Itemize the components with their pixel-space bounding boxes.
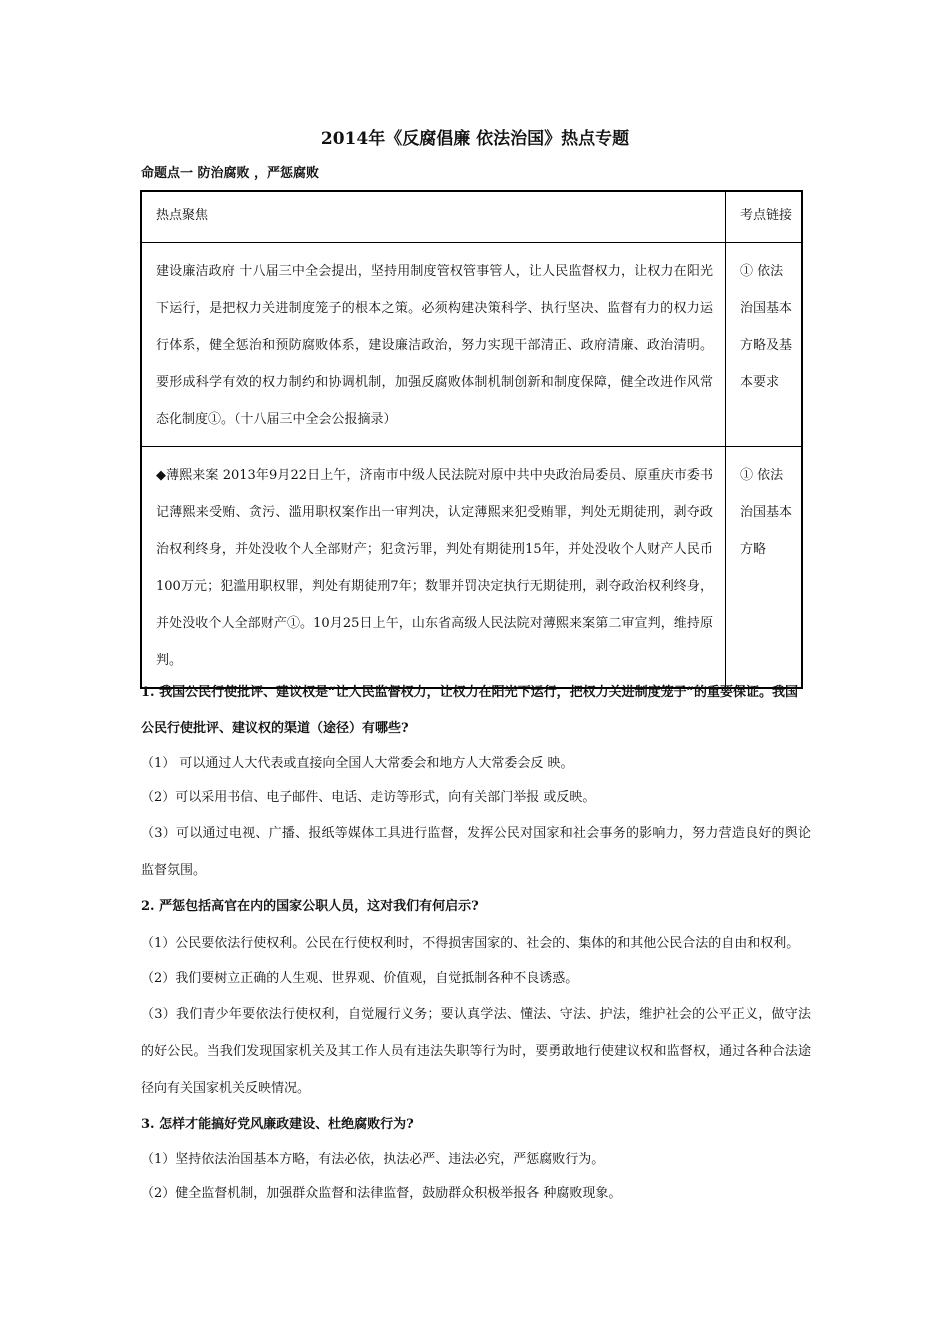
focus-cell	[141, 447, 726, 689]
table-row	[141, 447, 802, 689]
link-text: ① 依法治国基本方略及基本要求	[740, 264, 793, 390]
focus-cell	[141, 243, 726, 447]
header-focus: 热点聚焦	[141, 191, 726, 243]
answer-paragraph: （3）可以通过电视、广播、报纸等媒体工具进行监督，发挥公民对国家和社会事务的影响力，努力营造良好的舆论监督氛围。	[141, 826, 811, 878]
page-title: 2014年《反腐倡廉 依法治国》热点专题	[320, 129, 630, 149]
answer-paragraph: （2）健全监督机制，加强群众监督和法律监督，鼓励群众积极举报各 种腐败现象。	[141, 1186, 622, 1201]
table-header-row	[141, 191, 802, 243]
question-section	[141, 675, 811, 1211]
link-cell	[726, 243, 803, 447]
link-cell	[726, 447, 803, 689]
link-text: ① 依法治国基本方略	[740, 468, 793, 557]
section-heading: 命题点一 防治腐败 ，严惩腐败	[141, 166, 320, 181]
hot-topic-table	[140, 190, 803, 689]
answer-paragraph: （1）公民要依法行使权利。公民在行使权利时，不得损害国家的、社会的、集体的和其他公民合法的自由和权利。	[141, 936, 800, 951]
answer-paragraph: （3）我们青少年要依法行使权利，自觉履行义务；要认真学法、懂法、守法、护法，维护社会的公平正义，做守法的好公民。当我们发现国家机关及其工作人员有违法失职等行为时，要勇敢地行使建议权和监督权，通过各种合法途径向有关国家机关反映情况。	[141, 1007, 811, 1096]
question-3: 3. 怎样才能搞好党风廉政建设、杜绝腐败行为?	[141, 1117, 414, 1132]
answer-paragraph: （2）我们要树立正确的人生观、世界观、价值观，自觉抵制各种不良诱惑。	[141, 971, 579, 986]
focus-text: 建设廉洁政府 十八届三中全会提出，坚持用制度管权管事管人，让人民监督权力，让权力在阳光下运行，是把权力关进制度笼子的根本之策。必须构建决策科学、执行坚决、监督有力的权力运行体系，健全惩治和预防腐败体系，建设廉洁政治，努力实现干部清正、政府清廉、政治清明。要形成科学有效的权力制约和协调机制，加强反腐败体制机制创新和制度保障，健全改进作风常态化制度①。（十八届三中全会公报摘录）	[156, 264, 713, 427]
table-row	[141, 243, 802, 447]
question-1: 1. 我国公民行使批评、建议权是“让人民监督权力，让权力在阳光下运行，把权力关进制度笼子”的重要保证。我国公民行使批评、建议权的渠道（途径）有哪些?	[141, 685, 799, 736]
answer-paragraph: （1）坚持依法治国基本方略，有法必依，执法必严、违法必究，严惩腐败行为。	[141, 1152, 605, 1167]
focus-text: ◆薄熙来案 2013年9月22日上午，济南市中级人民法院对原中共中央政治局委员、原重庆市委书记薄熙来受贿、贪污、滥用职权案作出一审判决，认定薄熙来犯受贿罪，判处无期徒刑，剥夺政治权利终身，并处没收个人全部财产；犯贪污罪，判处有期徒刑15年，并处没收个人财产人民币100万元；犯滥用职权罪，判处有期徒刑7年；数罪并罚决定执行无期徒刑，剥夺政治权利终身，并处没收个人全部财产①。10月25日上午，山东省高级人民法院对薄熙来案第二审宣判，维持原判。	[156, 468, 713, 668]
answer-paragraph: （2）可以采用书信、电子邮件、电话、走访等形式，向有关部门举报 或反映。	[141, 790, 596, 805]
header-link: 考点链接	[726, 191, 803, 243]
answer-paragraph: （1） 可以通过人大代表或直接向全国人大常委会和地方人大常委会反 映。	[141, 756, 574, 771]
question-2: 2. 严惩包括高官在内的国家公职人员，这对我们有何启示?	[141, 899, 479, 914]
